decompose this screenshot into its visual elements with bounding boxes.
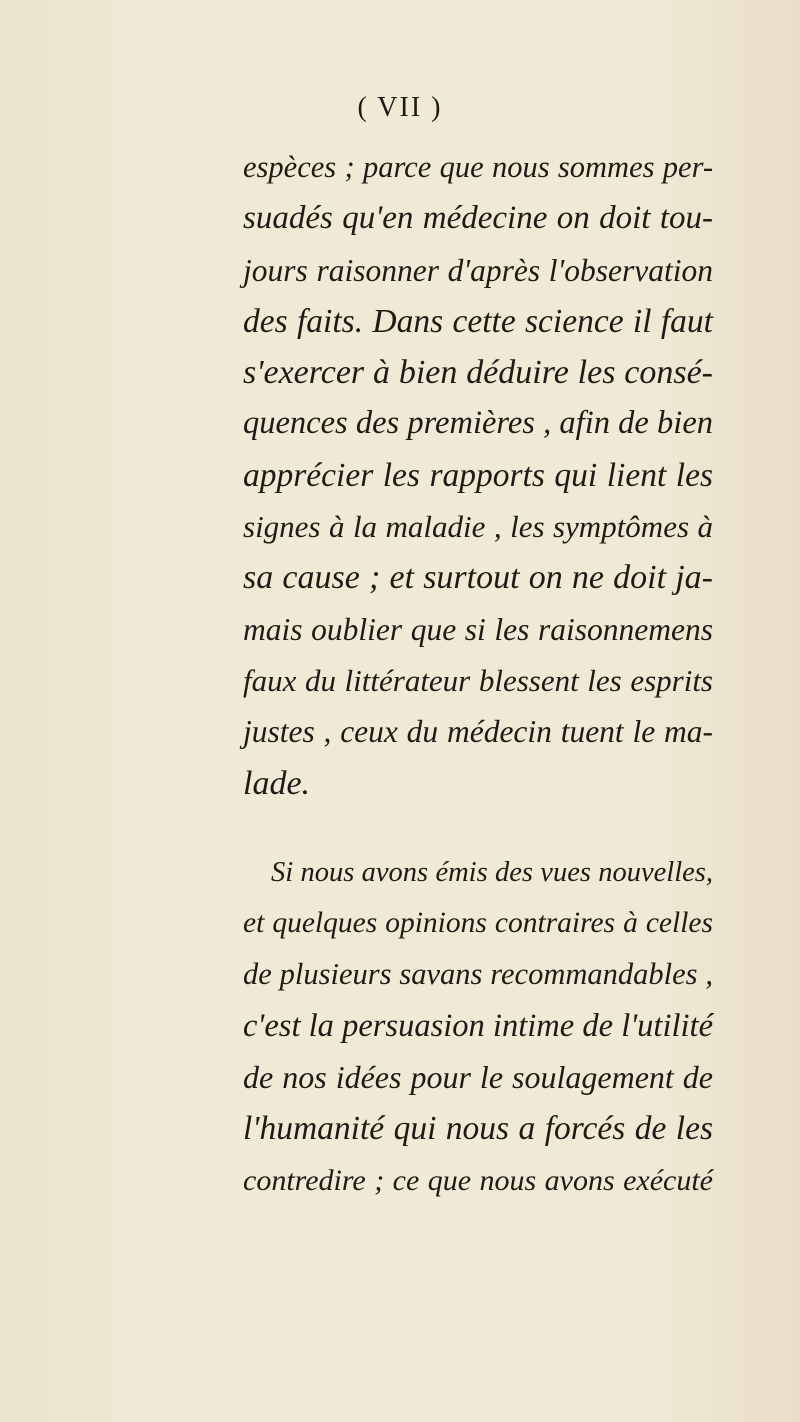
text-line: s'exercer à bien déduire les consé- xyxy=(243,354,713,392)
text-line: sa cause ; et surtout on ne doit ja- xyxy=(243,559,713,597)
text-line: c'est la persuasion intime de l'utilité xyxy=(243,1007,713,1044)
text-line: espèces ; parce que nous sommes per- xyxy=(243,150,713,184)
text-line: contredire ; ce que nous avons exécuté xyxy=(243,1163,713,1197)
text-line: et quelques opinions contraires à celles xyxy=(243,907,713,940)
text-line: de plusieurs savans recommandables , xyxy=(243,957,713,992)
text-block xyxy=(243,142,713,1206)
text-line: faux du littérateur blessent les esprits xyxy=(243,662,713,698)
text-line: suadés qu'en médecine on doit tou- xyxy=(243,200,713,237)
paragraph-1 xyxy=(243,142,713,809)
text-line: mais oublier que si les raisonnemens xyxy=(243,611,713,647)
text-line: signes à la maladie , les symptômes à xyxy=(243,509,713,545)
text-line: Si nous avons émis des vues nouvelles, xyxy=(271,856,713,888)
text-line: l'humanité qui nous a forcés de les xyxy=(243,1110,713,1148)
text-line: quences des premières , afin de bien xyxy=(243,405,713,442)
paragraph-2 xyxy=(243,847,713,1206)
text-line: de nos idées pour le soulagement de xyxy=(243,1059,713,1096)
paragraph-gap xyxy=(243,809,713,847)
text-line: justes , ceux du médecin tuent le ma- xyxy=(243,714,713,750)
text-line: apprécier les rapports qui lient les xyxy=(243,456,713,494)
text-line: des faits. Dans cette science il faut xyxy=(243,302,713,340)
text-line: lade. xyxy=(243,764,311,802)
text-line: jours raisonner d'après l'observation xyxy=(243,252,713,288)
page-number: ( VII ) xyxy=(357,92,443,123)
